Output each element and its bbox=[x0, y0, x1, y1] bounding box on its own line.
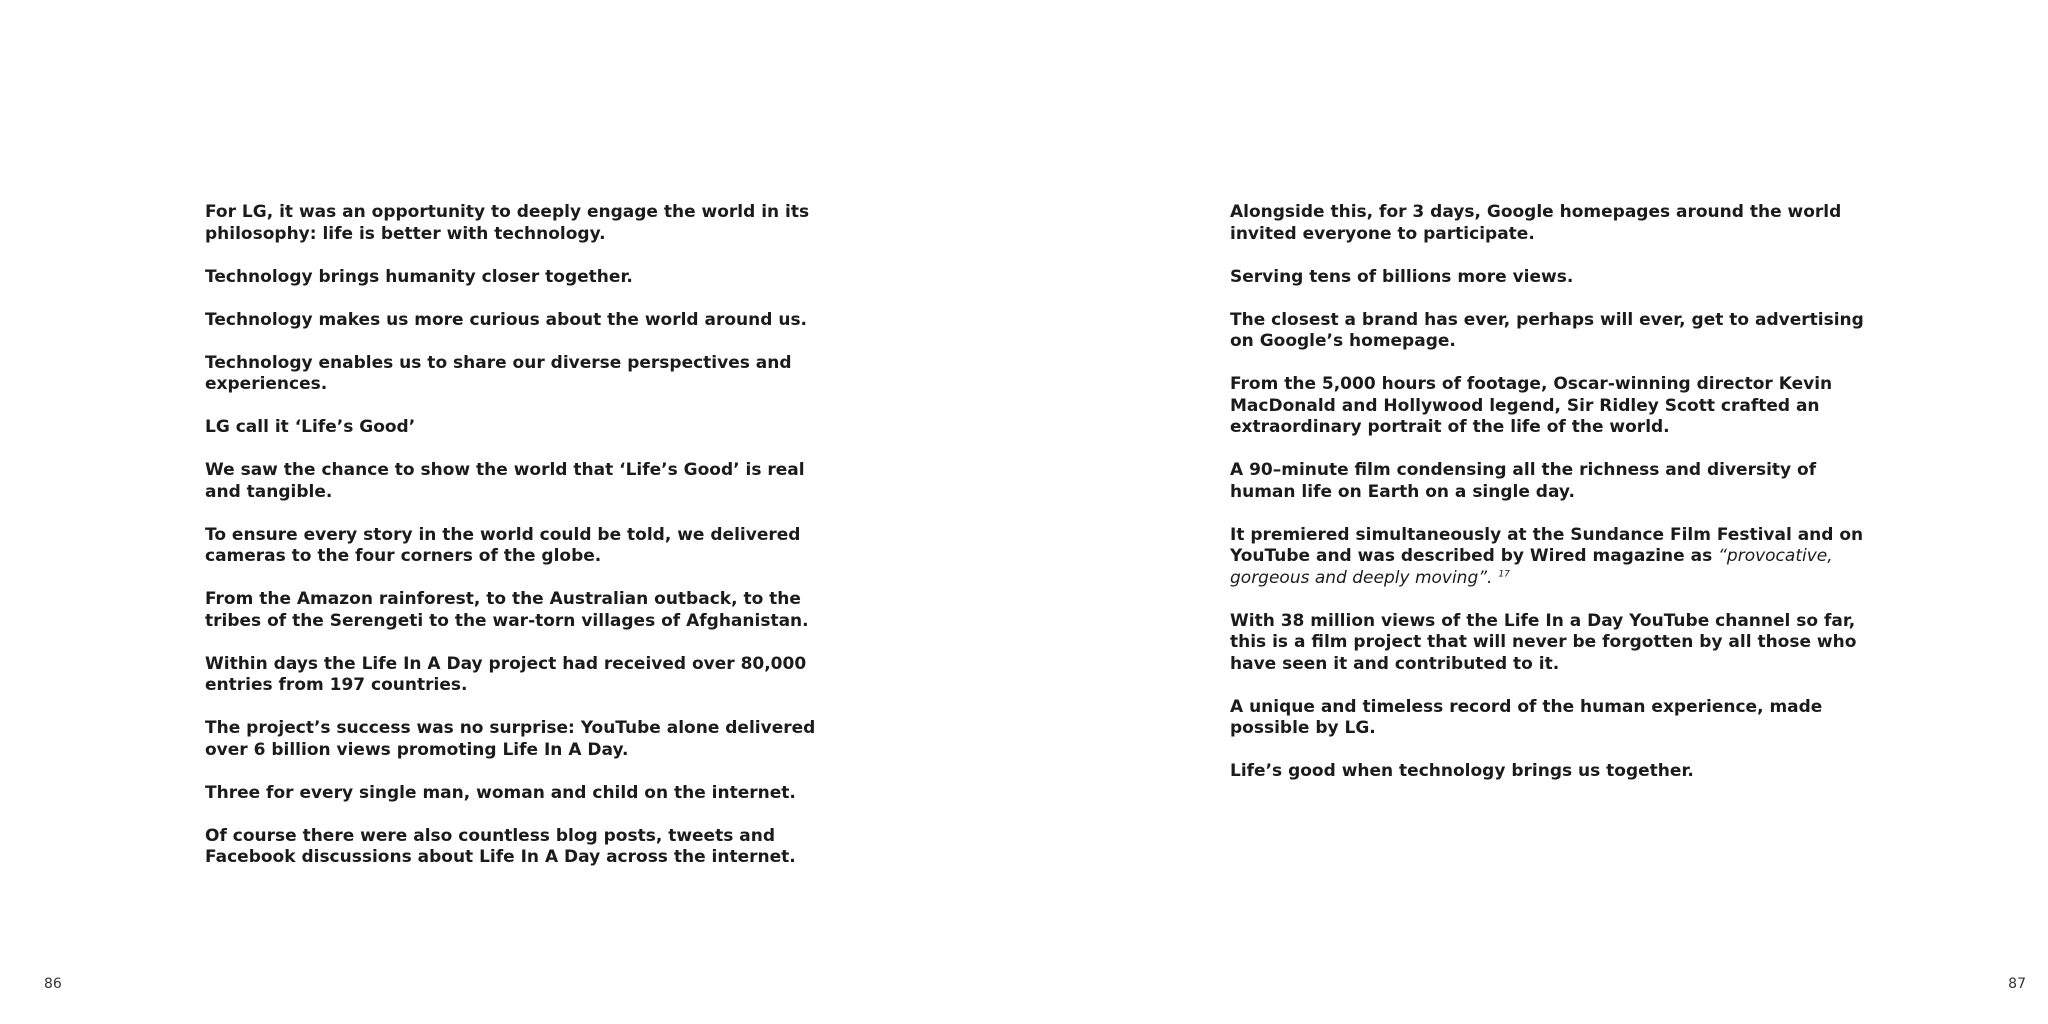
paragraph: Technology enables us to share our diverse perspectives and experiences. bbox=[205, 352, 792, 394]
paragraph: Within days the Life In A Day project had received over 80,000 entries from 197 countries. bbox=[205, 653, 807, 695]
left-page-body bbox=[205, 202, 845, 890]
wired-quote: “provocative, gorgeous and deeply moving”. bbox=[1230, 546, 1833, 588]
paragraph: A 90–minute film condensing all the richness and diversity of human life on Earth on a single day. bbox=[1230, 460, 1817, 502]
footnote-marker: 17 bbox=[1498, 568, 1510, 579]
paragraph-text: It premiered simultaneously at the Sundance Film Festival and on YouTube and was described by Wired magazine as bbox=[1230, 524, 1864, 566]
paragraph: LG call it ‘Life’s Good’ bbox=[205, 417, 416, 437]
paragraph: Technology brings humanity closer together. bbox=[205, 266, 633, 287]
page-number-right: 87 bbox=[2008, 976, 2026, 992]
paragraph: We saw the chance to show the world that ‘Life’s Good’ is real and tangible. bbox=[205, 460, 805, 502]
paragraph: Three for every single man, woman and child on the internet. bbox=[205, 782, 796, 803]
paragraph: From the 5,000 hours of footage, Oscar-winning director Kevin MacDonald and Hollywood legend, Sir Ridley Scott crafted an extraordinary portrait of the life of the world. bbox=[1230, 374, 1833, 437]
paragraph: From the Amazon rainforest, to the Australian outback, to the tribes of the Serengeti to the war-torn villages of Afghanistan. bbox=[205, 589, 809, 631]
paragraph: The project’s success was no surprise: YouTube alone delivered over 6 billion views promoting Life In A Day. bbox=[205, 718, 816, 760]
page-number-left: 86 bbox=[44, 976, 62, 992]
paragraph: With 38 million views of the Life In a Day YouTube channel so far, this is a film project that will never be forgotten by all those who have seen it and contributed to it. bbox=[1230, 610, 1857, 674]
paragraph: Life’s good when technology brings us together. bbox=[1230, 761, 1694, 781]
paragraph: For LG, it was an opportunity to deeply engage the world in its philosophy: life is better with technology. bbox=[205, 202, 810, 244]
paragraph: A unique and timeless record of the human experience, made possible by LG. bbox=[1230, 696, 1823, 738]
right-page-body bbox=[1230, 202, 1870, 804]
paragraph: The closest a brand has ever, perhaps will ever, get to advertising on Google’s homepage. bbox=[1230, 309, 1864, 351]
paragraph: Serving tens of billions more views. bbox=[1230, 266, 1574, 287]
paragraph: Technology makes us more curious about the world around us. bbox=[205, 309, 808, 330]
paragraph: Of course there were also countless blog posts, tweets and Facebook discussions about Life In A Day across the internet. bbox=[205, 825, 796, 867]
wired-quote-paragraph bbox=[1230, 525, 1870, 590]
paragraph: Alongside this, for 3 days, Google homepages around the world invited everyone to participate. bbox=[1230, 202, 1842, 244]
paragraph: To ensure every story in the world could be told, we delivered cameras to the four corners of the globe. bbox=[205, 524, 801, 566]
